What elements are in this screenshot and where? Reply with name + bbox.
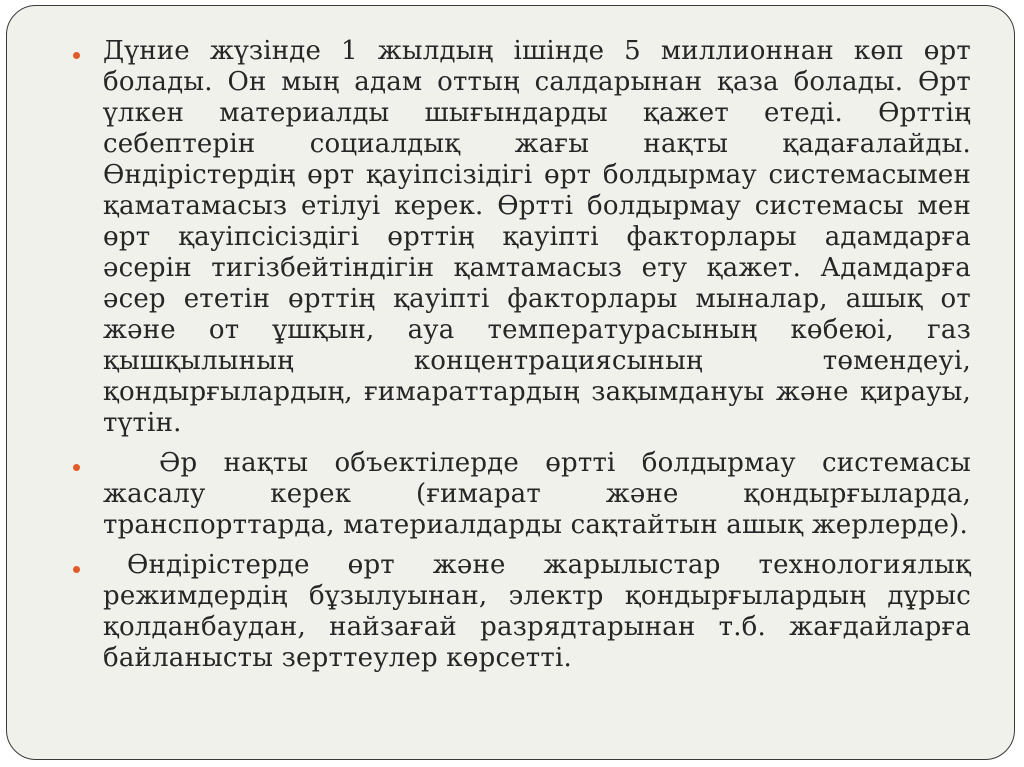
slide-frame (6, 5, 1015, 760)
bullet-dot-icon (73, 464, 80, 471)
list-item (73, 36, 971, 439)
bullet-dot-icon (73, 566, 80, 573)
list-item (73, 448, 971, 541)
list-item (73, 550, 971, 674)
bullet-text: Өндірістерде өрт және жарылыстар технологиялық режимдердің бұзылуынан, электр қондырғылардың дұрыс қолданбаудан, найзағай разрядтарынан т.б. жағдайларға байланысты зерттеулер көрсетті. (103, 550, 971, 673)
bullet-text: Әр нақты объектілерде өртті болдырмау системасы жасалу керек (ғимарат және қондырғыларда, транспорттарда, материалдарды сақтайтын ашық жерлерде). (103, 448, 971, 540)
bullet-list (73, 36, 971, 683)
bullet-text: Дүние жүзінде 1 жылдың ішінде 5 миллионнан көп өрт болады. Он мың адам оттың салдарынан қаза болады. Өрт үлкен материалды шығындарды қажет етеді. Өрттің себептерін социалдық жағы нақты қадағалайды. Өндірістердің өрт қауіпсізідігі өрт болдырмау системасымен қаматамасыз етілуі керек. Өртті болдырмау системасы мен өрт қауіпсісіздігі өрттің қауіпті факторлары адамдарға әсерін тигізбейтіндігін қамтамасыз ету қажет. Адамдарға әсер ететін өрттің қауіпті факторлары мыналар, ашық от және от ұшқын, ауа температурасының көбеюі, газ қышқылының концентрациясының төмендеуі, қондырғылардың, ғимараттардың зақымдануы және қирауы, түтін. (103, 36, 971, 438)
bullet-dot-icon (73, 52, 80, 59)
